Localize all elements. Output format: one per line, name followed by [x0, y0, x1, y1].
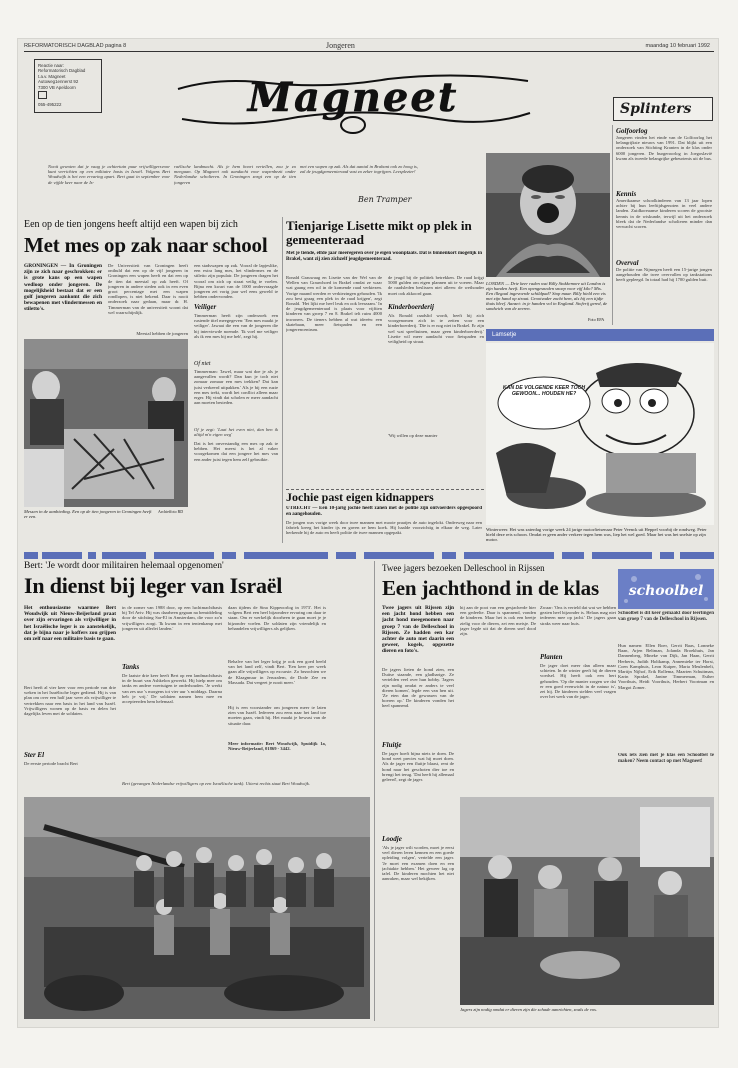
article4-col2-text: in de zomer van 1988 door, op een luchtmachtbasis bij Tel Aviv. Hij was daarheen gegaan na bemiddeling door de stichting Sar-El in Amsterdam, die voor zo'n vrijwilligers zorgt. 'Ik kwam in een tentenkamp met jongeren uit allerlei landen.': [122, 605, 222, 631]
article1-inter-ofniet: Of niet: [194, 361, 211, 367]
article5-col1-text: De jagers lieten de hond zien, een Duitse staande, een gladharige. Ze vertelden veel over hun hobby. 'Jagers zijn nodig omdat er anders te veel dieren komen', legde een van hen uit. 'Ze eten dan de gewassen van de boeren op.' De kinderen vonden het heel spannend.: [382, 667, 454, 709]
article1-lead: GRONINGEN — In Groningen zijn ze zich naar geschrokken: er is grote kans op een wapen wedloop onder jongeren. De mogelijkheid bestaat dat er een golf jongeren aankomt die zich bewapenen met vlindermessen en stiletto's.: [24, 263, 102, 313]
article4-col1-text: Bert heeft al vier keer voor een periode van drie weken in het Israëlische leger gediend. Hij is van plan om over een half jaar weer als vrijwilliger te vertrekken naar een basis in het land van Israël. Vrijwilligers wonen op de basis en delen het dagelijks leven met de soldaten.: [24, 685, 116, 717]
photo-hunters-caption: Jagers zijn nodig omdat er dieren zijn die schade aanrichten, zoals de vos.: [460, 1007, 598, 1012]
schoolbel-header: [618, 569, 714, 609]
address-line: 7300 VB Apeldoorn: [38, 84, 76, 90]
article4-col2b: De laatste drie keer heeft Bert op een landmachtbasis in de buurt van Ashkelon gewerkt. Hij hielp mee om tanks en andere voertuigen te onderhouden. 'Je werkt van zes uur 's morgens tot vier uur 's middags. Daarna heb je vrij.' De soldaten namen hem mee en accepteerden hem helemaal.: [122, 673, 222, 705]
schoolbel-names: Hun namen: Ellen Boer, Gerrit Baas, Lonneke Baan, Arjen Beltman, Jolanda Broekhuis, Jan Dannenberg, Mineke van Dijk, Jan Haan, Gerrit Herberts, Judith Holtkamp, Annemieke ter Horst, Coen Kamphuis, Leon Kuiper, Maria Meulenbelt, Martijn Nijhof, Erik Rollema, Maarten Schuitman, Karin Sprakel, Janine Timmerman, Esther Voorthuis, Heidi Voorthuis, Herbert Voortman en Margot Zomer.: [618, 643, 714, 690]
masthead-logo: [158, 59, 548, 137]
address-phone: 055-495222: [38, 102, 62, 107]
splinter-text: Amerikaanse schoolkinderen van 13 jaar lopen achter bij hun leeftijdsgenoten in veel andere landen. Zuidkoreaanse kinderen scoren de grootste kennis in de wiskunde, terwijl uit het onderzoek bleek dat de Nederlandse scholieren minder dan verwacht scoren.: [616, 198, 712, 230]
header-left: REFORMATORISCH DAGBLAD pagina 8: [24, 43, 127, 49]
schoolbel-text: Schoolbel is dit keer gemaakt door leerlingen van groep 7 van de Delleschool in Rijssen.: [618, 611, 714, 622]
article4-title: In dienst bij leger van Israël: [24, 573, 283, 598]
article2-title: Tienjarige Lisette mikt op plek in gemeenteraad: [286, 218, 472, 247]
newspaper-page: [17, 38, 719, 1028]
photo-hunters: [460, 797, 714, 1005]
schoolbel-call: Ook iets zien met je klas een Schoolbel te maken? Neem contact op met Magneet!: [618, 753, 714, 764]
address-line: Reformatorisch Dagblad: [38, 68, 86, 74]
photo-knives-caption: Messen in de aanbieding. Een op de tien jongeren in Groningen heeft er een.: [24, 509, 152, 520]
article4-col1: [24, 685, 116, 777]
article4-col3: [228, 605, 326, 781]
photo-knives-credit: Archieffoto RD: [158, 509, 184, 514]
header-date: maandag 10 februari 1992: [645, 43, 710, 49]
article3-title: Jochie past eigen kidnappers: [286, 490, 434, 504]
article2-inter: Kinderboerderij: [388, 303, 434, 311]
header-rule: [24, 51, 714, 52]
article5-col2: [460, 605, 536, 795]
article2-col2b: Als Ronald raadslid wordt, heeft hij zich voorgenomen zich in te zetten voor een kinderboerderij. 'Die is er nog niet in Brakel. Er zijn wel wat speeltuinen, maar geen kinderboerderij.' Lisette wil meer aandacht voor fietspaden en veiligheid op straat.: [388, 313, 484, 345]
article5-col1c: 'Als je jager wilt worden, moet je eerst veel dieren leren kennen en een goede opleiding volgen', vertelde een jager. 'Je moet een examen doen en een jachtakte hebben.' Het geweer lag op tafel. De kinderen mochten het niet aanraken, maar wel bekijken.: [382, 845, 454, 882]
intro-col-2: raëlische landmacht. Als je hem hoort vertellen, zou je zo meegaan. Op Magneet ook aandacht voor wapenbezit onder Nederlandse scholieren. In Groningen zorgt een op de tien jongeren: [174, 164, 296, 185]
address-line: Reactie naar:: [38, 63, 65, 68]
article1-title: Met mes op zak naar school: [24, 233, 268, 257]
article1-col3-text: een stadswapen op zak. Vooral de lapjeslike, een extra lang mes, het vlindermes en de stiletto zijn populair. De jongeren dragen het vooral om zich op straat veilig te voelen. Bijna een kwart van de 1000 ondervraagde jongeren zei vorig jaar wel eens geweld te hebben ondervonden.: [194, 263, 278, 300]
article4-col3b: Behalve van het leger krijg je ook een goed beeld van het land zelf, vindt Bert. 'Een keer per week gaan alle vrijwilligers op excursie. Zo bezochten we de Klaagmuur in Jeruzalem, de Dode Zee en Massada. Dat vergeet je nooit meer.': [228, 659, 326, 685]
splinter-head: Kennis: [616, 190, 637, 198]
article4-col3-text: daan tijdens de Sina Kippeoorlog in 1973'. Het is volgens Bert een heel bijzondere ervaring om daar te staan. Om er werkelijk doorheen te gaan moet je je bijzonder voelen. De soldaten zijn vriendelijk en behandelen vrijwilligers als gelijken.: [228, 605, 326, 631]
splinters-box: [613, 97, 713, 121]
cartoon-caption: Winterweer. Het was zaterdag vorige week 24 jarige motorfietsenaar Peter Veenck uit Heppel voorbij de rondweg. Peter hield deze reis schoon. Omdat er geen ander verkeer tegen hem was, liep het wel goed. Maar het was het snelste op zijn motor.: [486, 527, 707, 543]
article1-col3: [194, 263, 278, 517]
photo-tank: [24, 797, 370, 1019]
article4-inter-tanks: Tanks: [122, 663, 140, 671]
article1-col3c: Timmerman: 'Jawel, maar wat doe je als je aangevallen wordt? Dan kun je toch niet zomaar zomaar een mes trekken? Dat kan juist verkeerd uitpakken.' Als je bij een ruzie een mes trekt, wordt het conflict alleen maar erger. Hij vindt dat scholen er meer aandacht aan moeten besteden.: [194, 369, 278, 406]
article2-signoff: 'Wij willen op deze manier: [388, 433, 438, 438]
splinter-text: Jongeren vinden het einde van de Golfoorlog het belangrijkste nieuws van 1991. Dat blijkt uit een onderzoek van Stichting Kranten in de klas onder 6000 jongeren. De burgeroorlog in Joegoslavië kwam als tweede belangrijke gebeurtenis uit de bus.: [616, 135, 712, 161]
address-line: Autoweg1ennerst 92: [38, 79, 79, 85]
article5-inter-planten: Planten: [540, 653, 563, 661]
article5-title: Een jachthond in de klas: [382, 576, 599, 600]
intro-col-1: Nooit gewoten dat je vaag je achtertuin puur vrijwilligersvoor kunt verrichten op een militaire basis in Israël. Volgens Bert Woudwijk is het een ervaring apart. Bert gaat in september voor de vijfde keer naar de Is-: [48, 164, 170, 185]
schoolbel-sidebar: [618, 611, 714, 793]
address-line: t.a.v. Magneet: [38, 73, 66, 79]
article2-col1: Ronald Grauwaag en Lisette van der Wel van de Wellen van Grauwhoed in Brakel omdat ze waar wat gaang een rol in de komende raad verkiezen. Vorige maand werden er verkiezingen gehouden. 'Ik zou best graag een plek in de raad krijgen', zegt Ronald. 'Het lijkt me heel leuk en ook leerzaam.' In de jeugdgemeenteraad is plaats voor vijftien kinderen van groep 7 en 8. Brakel telt ruim 4000 inwoners. De tieners hebben al wat ideeën: een skatebaan, meer fietspaden en een jongerencentrum.: [286, 275, 382, 333]
article5-col3: [540, 605, 616, 795]
article4-col1b: De eerste periode bracht Bert: [24, 761, 78, 766]
article4-photo-caption: Bert (gevangen Nederlandse vrijwilligers op een Israëlische tank). Uiterst rechts staat Bert Woudwijk.: [122, 781, 310, 786]
photo-knives: [24, 339, 188, 507]
article1-kicker: Een op de tien jongens heeft altijd een wapen bij zich: [24, 219, 238, 230]
article4-contact: Meer informatie: Bert Woudwijk, Spuidijk 1a, Nieuw-Beijerland, 01869 - 3442.: [228, 741, 326, 752]
phone-icon: [38, 91, 47, 99]
article5-col2-text: hij aan de poot van een gesjacherde hier een gedeelte. Daar is spannend, vonden de kinderen. Maar het is ook een beetje zielig voor de dieren, zei een meisje. De jager legde uit dat de dieren snel dood zijn.: [460, 605, 536, 637]
article4-col3c: Hij is een voorstander om jongeren meer te laten zien van Israël. Iedereen zou eens naar het land toe moeten gaan, vindt hij. Het maakt je bewust van de situatie daar.: [228, 705, 326, 726]
article5-col3-text: Zwaar: 'Ons is verteld dat wat we hebben gezien heel bijzonder is. Helaas mag niet iedereen mee op jacht.' De jagers gaan straks weer naar huis.: [540, 605, 616, 626]
cartoon-title: Lamsetje: [492, 332, 517, 338]
article5-inter-loodje: Loodje: [382, 835, 402, 843]
cartoon-header-bar: [486, 329, 714, 341]
photo-boy-credit: Foto EPA: [588, 317, 605, 322]
article5-inter-fluitje: Fluitje: [382, 741, 402, 749]
splinter-text: De politie van Nijmegen heeft een 15-jarige jongen aangehouden die twee overvallen op tankstations heeft gepleegd. In totaal had hij 1700 gulden buit.: [616, 267, 712, 283]
article1-col2-end: Meestal hebben de jongeren: [136, 331, 188, 336]
masthead-text: Magneet: [247, 74, 459, 121]
address-box: [34, 59, 102, 113]
column-separator: [612, 125, 613, 325]
schoolbel-title: schoolbel: [628, 583, 704, 599]
splinters-title: Splinters: [620, 101, 692, 117]
splinter-head: Overval: [616, 259, 639, 267]
article5-kicker: Twee jagers bezoeken Delleschool in Rijssen: [382, 563, 545, 573]
blue-band: [24, 547, 714, 556]
article4-col2: [122, 605, 222, 781]
article1-quote: Of je zegt: 'Laat het even niet, dan ben ik altijd m'n eigen weg': [194, 427, 278, 438]
article4-kicker: Bert: 'Je wordt door militairen helemaal opgenomen': [24, 561, 224, 571]
article5-col1b: De jager hoeft bijna niets te doen. De hond weet precies wat hij moet doen. Als de jager een fluitje blaast, rent de hond naar het geschoten dier toe en brengt het terug. 'Dat heeft hij allemaal geleerd', zegt de jager.: [382, 751, 454, 783]
column-separator: [282, 217, 283, 543]
splinter-head: Golfoorlog: [616, 127, 648, 135]
article2-col2: [388, 275, 484, 475]
cartoon-speech: KAN DE VOLGENDE KEER TOCH GEWOON... HOUDEN HE?: [502, 385, 586, 397]
intro-col-3: met een wapen op zak. Als dat aantal in Brabant ook zo hoog is, zal de jeugdgemeenteraad vast zo zeker ingrijpen. Leesplezier!: [300, 164, 418, 175]
photo-boy: [486, 153, 610, 277]
article1-inter-veiliger: Veiliger: [194, 303, 217, 311]
article1-col2: De Universiteit van Groningen heeft onthuld dat een op de vijf jongeren in Groningen een wapen heeft en dat een op de tien dat meestal op zak heeft. Of jongeren in andere steden ook in een even groot percentage met een wapen rondlopen, is niet bekend. Daar is nooit onderzoek naar gedaan, maar dr. H. Timmerman van de universiteit woont dat wel waarschijnlijk.: [108, 263, 188, 315]
header-section: Jongeren: [326, 41, 355, 50]
article1-col3b: Timmerman heeft zijn onderzoek een rustende titel meegegeven: 'Een mes maakt je veiliger'. Jawaai die een van de jongeren die hij interviewde noemde. 'Ik voel me veiliger als ik een mes bij me heb', zegt hij.: [194, 313, 278, 339]
article3-body: De jongen was vorige week door twee mannen met mooie praatjes de auto ingelokt. Onderweg naar een fabriek kreeg het kinder ijs en gaven ze hem koek. Hij haalde voorzichtig in elkaar de weg. Later herkende hij de auto en heeft politie de twee mannen opgepakt.: [286, 520, 482, 536]
article4-lead: Het enthousiasme waarmee Bert Woudwijk uit Nieuw-Beijerland praat over zijn ervaringen als vrijwilliger in het Israëlische leger is zo aanstekelijk, dat je bijna naar je koffers zou grijpen om zelf naar een militaire basis te gaan.: [24, 605, 116, 643]
article2-lead: Met je tiende, elfde jaar meeregeren over je eigen woonplaats. Dat is binnenkort mogelijk in Brakel, want zij zien zichzelf jeugdgemeenteraad.: [286, 251, 482, 262]
cartoon: [486, 343, 714, 525]
photo-boy-caption: LONDEN — Drie keer raden wat Billy Stokkemore uit London is zijn handen heeft. Een opengesneden snoep voor vijf kilo? Mis. Een illegaal ingevoerde schildpad? Stop maar. Billy hield een vis met zijn hand op straat. Grootvader zocht hem, als hij een tijdje thuis bleef. Aanzet: in je handen vol in England. Stofvrij gered, de sandwich van de zeeren.: [486, 281, 608, 312]
article5-lead: Twee jagers uit Rijssen zijn een jacht hond hebben een jacht hond meegenomen naar groep 7 van de Delleschool in Rijssen. Ze hadden een kar achter de auto met daarin een geweer, kogels, opgezette dieren en foto's.: [382, 605, 454, 655]
article4-inter-sarel: Ster El: [24, 751, 45, 759]
article5-col1: [382, 667, 454, 1017]
article3-lead: UTRECHT — Een 10-jarig jochie heeft zanen met de politie zijn ontvoerders opgespoord en aangehouden.: [286, 506, 482, 517]
article1-col3d: Dat is het onverstandig een mes op zak te hebben. Het meest is het al vaker voorgekomen dat een jongere het mes van een ander juist tegen hem zelf gebruikte.: [194, 441, 278, 462]
intro-signature: Ben Tramper: [358, 195, 412, 204]
article2-col2-text: de jeugd bij de politiek betrekken. De raad krijgt 5000 gulden om eigen plannen uit te voeren. Maar de raadsleden beslissen niet alleen: de wethouder moet ook akkoord gaan.: [388, 275, 484, 296]
splinters-sidebar: [616, 127, 712, 307]
article5-col2b: De jager doet meer dan alleen maar schieten. In de winter geeft hij de dieren voedsel. Hij heeft ook een hert gehouden. 'Op die manier zorgen we dat er een goed evenwicht in de natuur is', zei hij. De kinderen stelden veel vragen over het werk van de jager.: [540, 663, 616, 700]
